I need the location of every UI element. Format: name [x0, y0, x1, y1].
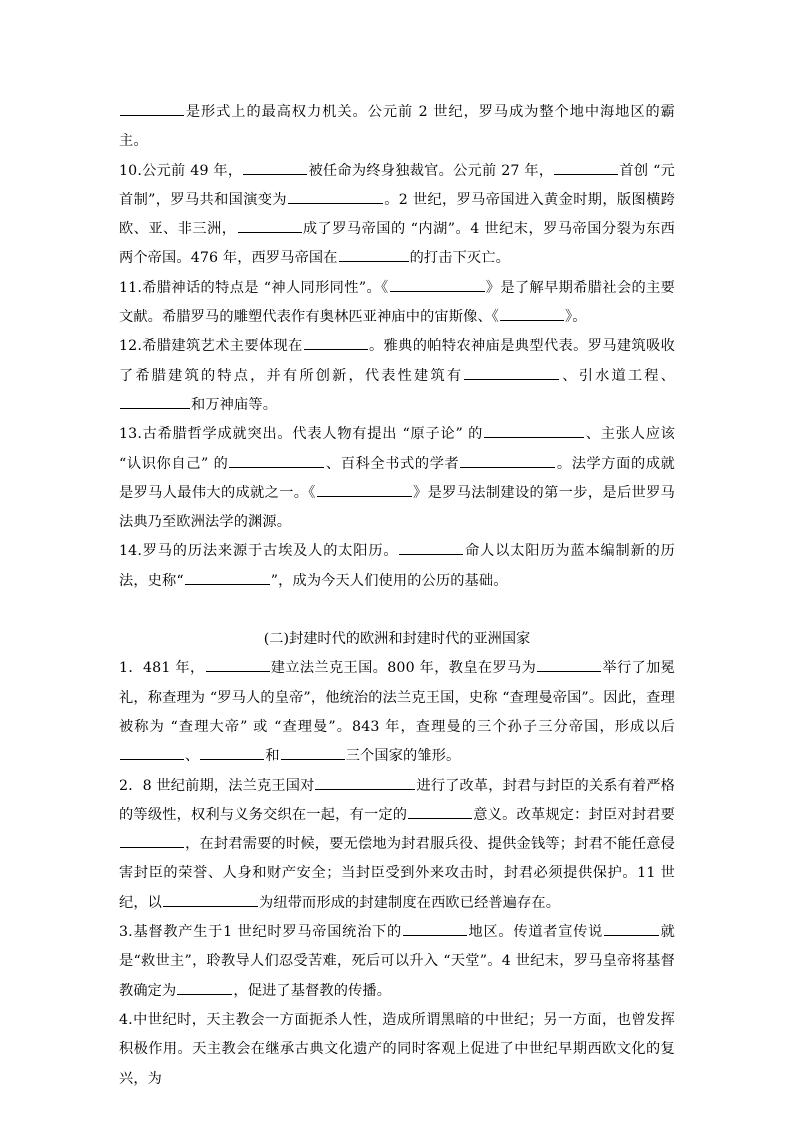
answer-blank[interactable]	[185, 572, 270, 585]
answer-blank[interactable]	[206, 659, 270, 672]
answer-blank[interactable]	[500, 308, 564, 321]
question-11: 11.希腊神话的特点是 “神人同形同性”。《 》是了解早期希腊社会的主要文献。希腊罗马的雕塑代表作有奥林匹亚神庙中的宙斯像、《 》。	[119, 279, 676, 326]
question-13: 13.古希腊哲学成就突出。代表人物有提出 “原子论” 的 、主张人应该 “认识你自己” 的 、百科全书式的学者 。法学方面的成就是罗马人最伟大的成就之一。《 》是罗马法制建设的第一步，是后世罗马法典乃至欧洲法学的渊源。	[119, 426, 676, 531]
answer-blank[interactable]	[464, 367, 559, 380]
answer-blank[interactable]	[229, 455, 324, 468]
answer-blank[interactable]	[399, 542, 463, 555]
document-body	[119, 98, 675, 1094]
answer-blank[interactable]	[604, 923, 659, 936]
question-12: 12.希腊建筑艺术主要体现在 。雅典的帕特农神庙是典型代表。罗马建筑吸收了希腊建筑的特点，并有所创新，代表性建筑有 、引水道工程、和万神庙等。	[119, 338, 675, 413]
answer-blank[interactable]	[484, 425, 584, 438]
section2-item-3: 3.基督教产生于1 世纪时罗马帝国统治下的 地区。传道者宣传说 就是“救世主”，聆教导人们忍受苦难，死后可以升入 “天堂”。4 世纪末，罗马皇帝将基督教确定为 ，促进了基督教的传播。	[119, 924, 675, 999]
intro-paragraph: 是形式上的最高权力机关。公元前 2 世纪，罗马成为整个地中海地区的霸主。	[119, 104, 675, 150]
section2-item-4: 4.中世纪时，天主教会一方面扼杀人性，造成所谓黑暗的中世纪；另一方面，也曾发挥积极作用。天主教会在继承古典文化遗产的同时客观上促进了中世纪早期西欧文化的复兴，为	[119, 1011, 675, 1087]
answer-blank[interactable]	[120, 396, 190, 409]
section2-item-2: 2．8 世纪前期，法兰克王国对 进行了改革，封君与封臣的关系有着严格的等级性，权利与义务交织在一起，有一定的 意义。改革规定：封臣对封君要，在封君需要的时候，要无偿地为封君服兵役、提供金钱等；封君不能任意侵害封臣的荣誉、人身和财产安全；当封臣受到外来攻击时，封君必须提供保护。11 世纪，以 为纽带而形成的封建制度在西欧已经普遍存在。	[119, 777, 675, 911]
answer-blank[interactable]	[339, 249, 409, 262]
answer-blank[interactable]	[317, 484, 412, 497]
answer-blank[interactable]	[315, 777, 415, 790]
answer-blank[interactable]	[288, 191, 383, 204]
answer-blank[interactable]	[281, 747, 345, 760]
answer-blank[interactable]	[243, 162, 307, 175]
section2-item-1: 1．481 年， 建立法兰克王国。800 年，教皇在罗马为 举行了加冕礼，称查理为 “罗马人的皇帝”，他统治的法兰克王国，史称 “查理曼帝国”。因此，查理被称为 “查理大帝” 或 “查理曼”。843 年，查理曼的三个孙子三分帝国，形成以后、 和 三个国家的雏形。	[119, 660, 675, 765]
answer-blank[interactable]	[177, 982, 232, 995]
answer-blank[interactable]	[120, 835, 184, 848]
question-14: 14.罗马的历法来源于古埃及人的太阳历。 命人以太阳历为蓝本编制新的历法，史称“ ”，成为今天人们使用的公历的基础。	[119, 543, 675, 589]
answer-blank[interactable]	[304, 337, 368, 350]
question-10: 10.公元前 49 年， 被任命为终身独裁官。公元前 27 年， 首创 “元首制”，罗马共和国演变为 。2 世纪，罗马帝国进入黄金时期，版图横跨欧、亚、非三洲， 成了罗马帝国的 “内湖”。4 世纪末，罗马帝国分裂为东西两个帝国。476 年，西罗马帝国在 的打击下灭亡。	[119, 162, 676, 267]
answer-blank[interactable]	[554, 162, 618, 175]
answer-blank[interactable]	[163, 894, 258, 907]
section-heading: (二)封建时代的欧洲和封建时代的亚洲国家	[263, 631, 531, 648]
answer-blank[interactable]	[390, 279, 485, 292]
answer-blank[interactable]	[408, 806, 472, 819]
answer-blank[interactable]	[403, 923, 467, 936]
answer-blank[interactable]	[537, 659, 601, 672]
answer-blank[interactable]	[200, 747, 264, 760]
answer-blank[interactable]	[120, 747, 184, 760]
answer-blank[interactable]	[120, 103, 184, 116]
answer-blank[interactable]	[460, 455, 555, 468]
answer-blank[interactable]	[238, 220, 302, 233]
